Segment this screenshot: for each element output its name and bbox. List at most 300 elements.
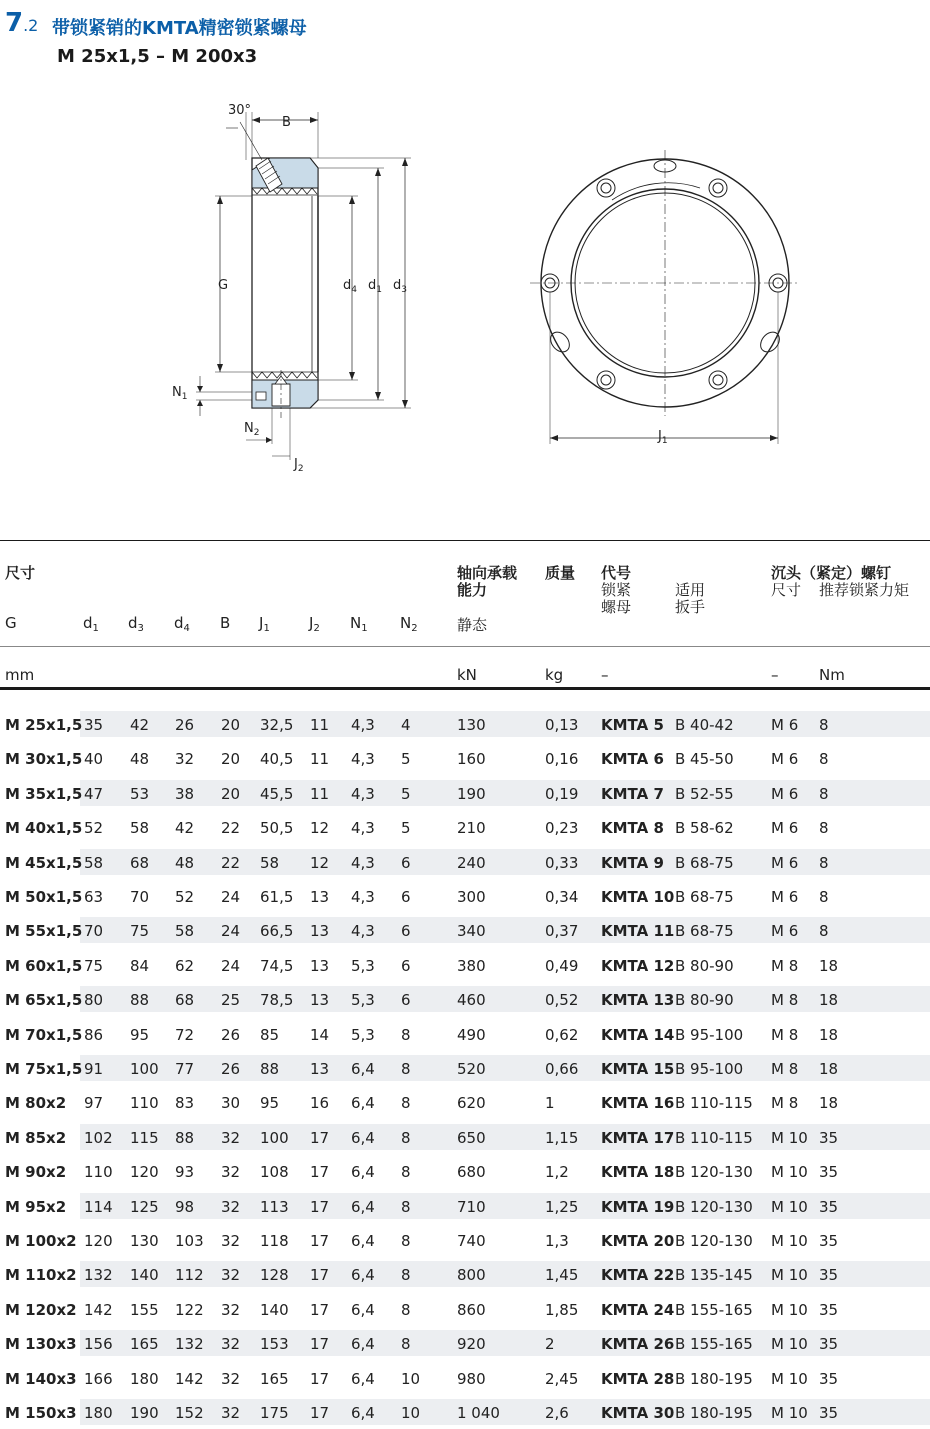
cell-lock-nut: KMTA 6 xyxy=(601,750,664,769)
cell-J2: 11 xyxy=(310,716,330,734)
cell-G: M 40x1,5 xyxy=(5,819,83,838)
cell-screw-size: M 6 xyxy=(771,819,799,838)
cell-screw-size: M 8 xyxy=(771,956,799,975)
cell-mass: 1,45 xyxy=(545,1266,579,1285)
cell-screw-size: M 10 xyxy=(771,1232,808,1250)
cell-screw-size: M 10 xyxy=(771,1300,808,1319)
cell-mass: 2 xyxy=(545,1335,555,1354)
cell-N2: 8 xyxy=(401,1060,411,1078)
cell-d1: 75 xyxy=(84,956,104,975)
cell-J2: 17 xyxy=(310,1128,330,1147)
cell-N1: 4,3 xyxy=(351,750,375,769)
cell-G: M 120x2 xyxy=(5,1300,77,1319)
cell-N1: 6,4 xyxy=(351,1335,375,1354)
cell-N2: 6 xyxy=(401,922,411,941)
cell-B: 24 xyxy=(221,956,241,975)
cell-N1: 5,3 xyxy=(351,956,375,975)
section-number: 7.2 xyxy=(5,8,39,38)
technical-drawing xyxy=(0,80,930,490)
cell-N1: 4,3 xyxy=(351,922,375,941)
cell-N2: 8 xyxy=(401,1025,411,1044)
header-screw: 沉头（紧定）螺钉 xyxy=(771,564,892,582)
cell-d3: 130 xyxy=(130,1232,159,1250)
cell-d4: 122 xyxy=(175,1300,204,1319)
nut-front-view xyxy=(530,150,800,444)
dim-N2-label: $N_2$ xyxy=(244,421,260,438)
cell-load: 620 xyxy=(457,1094,486,1113)
cell-mass: 0,23 xyxy=(545,819,579,838)
cell-lock-nut: KMTA 26 xyxy=(601,1335,675,1354)
cell-mass: 0,33 xyxy=(545,853,579,872)
cell-screw-size: M 10 xyxy=(771,1369,808,1388)
cell-wrench: B 45-50 xyxy=(675,750,734,769)
header-bottom-rule xyxy=(0,687,930,690)
cell-screw-size: M 8 xyxy=(771,1094,799,1113)
cell-B: 32 xyxy=(221,1335,241,1354)
col-J2: $J_2$ xyxy=(309,614,320,634)
cell-d4: 98 xyxy=(175,1197,195,1216)
cell-B: 26 xyxy=(221,1025,241,1044)
cell-lock-nut: KMTA 19 xyxy=(601,1197,675,1216)
cell-mass: 0,34 xyxy=(545,888,579,906)
cell-N2: 10 xyxy=(401,1369,421,1388)
table-row xyxy=(0,1189,930,1223)
cell-B: 22 xyxy=(221,853,241,872)
cell-load: 190 xyxy=(457,784,486,803)
cell-wrench: B 135-145 xyxy=(675,1266,753,1285)
cell-mass: 1,25 xyxy=(545,1197,579,1216)
cell-mass: 1,15 xyxy=(545,1128,579,1147)
col-J1: $J_1$ xyxy=(259,614,270,634)
cell-screw-size: M 10 xyxy=(771,1128,808,1147)
cell-G: M 140x3 xyxy=(5,1369,77,1388)
cell-N1: 6,4 xyxy=(351,1404,375,1422)
cell-screw-size: M 8 xyxy=(771,1025,799,1044)
cell-wrench: B 180-195 xyxy=(675,1369,753,1388)
cell-load: 240 xyxy=(457,853,486,872)
col-G: G xyxy=(5,614,17,632)
cell-N1: 6,4 xyxy=(351,1128,375,1147)
cell-d3: 140 xyxy=(130,1266,159,1285)
cell-mass: 0,52 xyxy=(545,991,579,1010)
cell-wrench: B 110-115 xyxy=(675,1128,753,1147)
cell-d3: 75 xyxy=(130,922,150,941)
header-wrench: 适用 xyxy=(675,581,706,599)
cell-J1: 85 xyxy=(260,1025,280,1044)
cell-N1: 4,3 xyxy=(351,784,375,803)
cell-d3: 70 xyxy=(130,888,150,906)
table-row xyxy=(0,1361,930,1395)
cell-d1: 142 xyxy=(84,1300,113,1319)
cell-load: 920 xyxy=(457,1335,486,1354)
cell-J1: 128 xyxy=(260,1266,289,1285)
cell-J1: 66,5 xyxy=(260,922,294,941)
cell-lock-nut: KMTA 14 xyxy=(601,1025,675,1044)
cell-torque: 35 xyxy=(819,1232,839,1250)
cell-load: 520 xyxy=(457,1060,486,1078)
cell-N2: 6 xyxy=(401,853,411,872)
cell-J2: 12 xyxy=(310,853,330,872)
cell-G: M 50x1,5 xyxy=(5,888,83,906)
cell-J2: 13 xyxy=(310,922,330,941)
cell-N1: 4,3 xyxy=(351,819,375,838)
cell-screw-size: M 10 xyxy=(771,1404,808,1422)
cell-d3: 190 xyxy=(130,1404,159,1422)
cell-load: 160 xyxy=(457,750,486,769)
cell-wrench: B 120-130 xyxy=(675,1232,753,1250)
cell-N2: 4 xyxy=(401,716,411,734)
cell-N2: 8 xyxy=(401,1335,411,1354)
cell-G: M 75x1,5 xyxy=(5,1060,83,1078)
cell-d3: 180 xyxy=(130,1369,159,1388)
cell-mass: 0,62 xyxy=(545,1025,579,1044)
table-row xyxy=(0,1051,930,1085)
cell-B: 26 xyxy=(221,1060,241,1078)
page-header xyxy=(5,8,307,67)
cell-J1: 165 xyxy=(260,1369,289,1388)
cell-torque: 35 xyxy=(819,1300,839,1319)
cell-J2: 14 xyxy=(310,1025,330,1044)
cell-d1: 91 xyxy=(84,1060,104,1078)
cell-J2: 17 xyxy=(310,1163,330,1182)
cell-B: 32 xyxy=(221,1300,241,1319)
unit-mm: mm xyxy=(5,666,35,684)
cell-d1: 180 xyxy=(84,1404,113,1422)
cell-J1: 58 xyxy=(260,853,280,872)
header-screw-size: 尺寸 xyxy=(771,581,802,599)
cell-mass: 0,19 xyxy=(545,784,579,803)
cell-J2: 13 xyxy=(310,956,330,975)
cell-G: M 90x2 xyxy=(5,1163,67,1182)
cell-torque: 18 xyxy=(819,991,839,1010)
cell-J2: 17 xyxy=(310,1369,330,1388)
table-row xyxy=(0,1017,930,1051)
cell-J2: 17 xyxy=(310,1404,330,1422)
cell-torque: 35 xyxy=(819,1369,839,1388)
dim-J2-label: $J_2$ xyxy=(294,457,304,474)
cell-d3: 120 xyxy=(130,1163,159,1182)
cell-J2: 12 xyxy=(310,819,330,838)
cell-G: M 30x1,5 xyxy=(5,750,83,769)
col-static: 静态 xyxy=(457,616,488,634)
table-row xyxy=(0,741,930,775)
cell-N1: 4,3 xyxy=(351,716,375,734)
cell-N1: 5,3 xyxy=(351,991,375,1010)
cell-d3: 53 xyxy=(130,784,150,803)
cell-B: 32 xyxy=(221,1404,241,1422)
col-N1: $N_1$ xyxy=(350,614,368,634)
cell-load: 860 xyxy=(457,1300,486,1319)
cell-d4: 83 xyxy=(175,1094,195,1113)
cell-screw-size: M 6 xyxy=(771,853,799,872)
cell-d3: 125 xyxy=(130,1197,159,1216)
cell-B: 32 xyxy=(221,1163,241,1182)
cell-lock-nut: KMTA 12 xyxy=(601,956,675,975)
col-N2: $N_2$ xyxy=(400,614,418,634)
cell-lock-nut: KMTA 8 xyxy=(601,819,664,838)
cell-mass: 0,13 xyxy=(545,716,579,734)
cell-mass: 0,66 xyxy=(545,1060,579,1078)
cell-d3: 68 xyxy=(130,853,150,872)
table-row xyxy=(0,982,930,1016)
cell-d4: 112 xyxy=(175,1266,204,1285)
cell-G: M 130x3 xyxy=(5,1335,77,1354)
page-subtitle: M 25x1,5 – M 200x3 xyxy=(57,46,258,67)
cell-screw-size: M 6 xyxy=(771,750,799,769)
cell-mass: 0,49 xyxy=(545,956,579,975)
header-axial-load: 轴向承载 xyxy=(457,564,518,582)
cell-load: 680 xyxy=(457,1163,486,1182)
cell-J1: 140 xyxy=(260,1300,289,1319)
cell-B: 32 xyxy=(221,1369,241,1388)
cell-screw-size: M 8 xyxy=(771,1060,799,1078)
cell-J2: 17 xyxy=(310,1197,330,1216)
cell-torque: 35 xyxy=(819,1163,839,1182)
cell-J1: 95 xyxy=(260,1094,280,1113)
cell-d3: 58 xyxy=(130,819,150,838)
cell-N1: 4,3 xyxy=(351,853,375,872)
cell-N2: 8 xyxy=(401,1197,411,1216)
cell-d1: 110 xyxy=(84,1163,113,1182)
cell-J1: 100 xyxy=(260,1128,289,1147)
cell-G: M 65x1,5 xyxy=(5,991,83,1010)
cell-wrench: B 52-55 xyxy=(675,784,734,803)
table-row xyxy=(0,913,930,947)
cell-load: 980 xyxy=(457,1369,486,1388)
cell-J2: 17 xyxy=(310,1300,330,1319)
cell-mass: 1 xyxy=(545,1094,555,1113)
header-lock-nut-2: 螺母 xyxy=(601,598,632,616)
cell-G: M 95x2 xyxy=(5,1197,67,1216)
cell-load: 490 xyxy=(457,1025,486,1044)
cell-J1: 61,5 xyxy=(260,888,294,906)
cell-N1: 6,4 xyxy=(351,1300,375,1319)
cell-torque: 8 xyxy=(819,888,829,906)
cell-J1: 74,5 xyxy=(260,956,294,975)
cell-G: M 80x2 xyxy=(5,1094,67,1113)
angle-label: 30° xyxy=(228,103,252,118)
table-row xyxy=(0,707,930,741)
cell-lock-nut: KMTA 9 xyxy=(601,853,664,872)
cell-torque: 35 xyxy=(819,1128,839,1147)
cell-N1: 6,4 xyxy=(351,1094,375,1113)
row-stripe xyxy=(80,849,930,875)
cell-lock-nut: KMTA 20 xyxy=(601,1232,675,1250)
cell-screw-size: M 10 xyxy=(771,1163,808,1182)
cell-wrench: B 180-195 xyxy=(675,1404,753,1422)
cell-wrench: B 40-42 xyxy=(675,716,734,734)
table-row xyxy=(0,1223,930,1257)
table-row xyxy=(0,879,930,913)
cell-torque: 18 xyxy=(819,1025,839,1044)
cell-d4: 93 xyxy=(175,1163,195,1182)
cell-G: M 150x3 xyxy=(5,1404,77,1422)
cell-load: 1 040 xyxy=(457,1404,500,1422)
cell-load: 340 xyxy=(457,922,486,941)
cell-wrench: B 95-100 xyxy=(675,1025,744,1044)
cell-d4: 72 xyxy=(175,1025,195,1044)
dim-d3-label: $d_3$ xyxy=(393,278,407,295)
cell-load: 650 xyxy=(457,1128,486,1147)
cell-screw-size: M 6 xyxy=(771,888,799,906)
cell-G: M 55x1,5 xyxy=(5,922,83,941)
cell-d4: 103 xyxy=(175,1232,204,1250)
row-stripe xyxy=(80,986,930,1012)
cell-d4: 26 xyxy=(175,716,195,734)
cell-screw-size: M 6 xyxy=(771,922,799,941)
header-axial-load-2: 能力 xyxy=(457,581,488,599)
cell-d1: 120 xyxy=(84,1232,113,1250)
cell-J1: 108 xyxy=(260,1163,289,1182)
table-row xyxy=(0,1154,930,1188)
cell-d1: 156 xyxy=(84,1335,113,1354)
cell-wrench: B 68-75 xyxy=(675,853,734,872)
cell-J2: 11 xyxy=(310,784,330,803)
cell-d4: 52 xyxy=(175,888,195,906)
cell-d4: 68 xyxy=(175,991,195,1010)
cell-lock-nut: KMTA 16 xyxy=(601,1094,675,1113)
cell-J1: 32,5 xyxy=(260,716,294,734)
cell-B: 32 xyxy=(221,1232,241,1250)
cell-N2: 5 xyxy=(401,819,411,838)
cell-torque: 18 xyxy=(819,1060,839,1078)
cell-N2: 8 xyxy=(401,1163,411,1182)
cell-d3: 84 xyxy=(130,956,150,975)
cell-N2: 8 xyxy=(401,1300,411,1319)
cell-screw-size: M 10 xyxy=(771,1335,808,1354)
cell-lock-nut: KMTA 24 xyxy=(601,1300,675,1319)
col-B: B xyxy=(220,614,231,632)
cell-d3: 100 xyxy=(130,1060,159,1078)
cell-wrench: B 58-62 xyxy=(675,819,734,838)
cell-load: 710 xyxy=(457,1197,486,1216)
cell-G: M 35x1,5 xyxy=(5,784,83,803)
cell-N1: 6,4 xyxy=(351,1060,375,1078)
header-wrench-2: 扳手 xyxy=(675,598,706,616)
cell-screw-size: M 6 xyxy=(771,716,799,734)
cell-N1: 4,3 xyxy=(351,888,375,906)
dim-d4-label: $d_4$ xyxy=(343,278,357,295)
cell-lock-nut: KMTA 13 xyxy=(601,991,675,1010)
cell-B: 20 xyxy=(221,784,241,803)
cell-d4: 38 xyxy=(175,784,195,803)
cell-screw-size: M 8 xyxy=(771,991,799,1010)
table-row xyxy=(0,810,930,844)
cell-d1: 86 xyxy=(84,1025,104,1044)
cell-J1: 45,5 xyxy=(260,784,294,803)
cell-torque: 8 xyxy=(819,716,829,734)
unit-dash-2: – xyxy=(771,666,779,684)
cell-d4: 32 xyxy=(175,750,195,769)
cell-torque: 8 xyxy=(819,750,829,769)
dim-B-label: B xyxy=(282,115,291,130)
cell-d4: 77 xyxy=(175,1060,195,1078)
header-screw-torque: 推荐锁紧力矩 xyxy=(819,581,910,599)
cell-load: 460 xyxy=(457,991,486,1010)
cell-d4: 42 xyxy=(175,819,195,838)
cell-N1: 6,4 xyxy=(351,1266,375,1285)
cell-J2: 13 xyxy=(310,888,330,906)
cell-torque: 35 xyxy=(819,1335,839,1354)
cell-B: 20 xyxy=(221,716,241,734)
cell-torque: 35 xyxy=(819,1197,839,1216)
cell-N1: 6,4 xyxy=(351,1369,375,1388)
cell-wrench: B 110-115 xyxy=(675,1094,753,1113)
cell-J1: 78,5 xyxy=(260,991,294,1010)
cell-G: M 100x2 xyxy=(5,1232,77,1250)
cell-mass: 0,37 xyxy=(545,922,579,941)
cell-d1: 40 xyxy=(84,750,104,769)
cell-N2: 6 xyxy=(401,991,411,1010)
cell-N2: 8 xyxy=(401,1094,411,1113)
dim-J1-label: $J_1$ xyxy=(658,429,668,446)
cell-d3: 42 xyxy=(130,716,150,734)
cell-B: 24 xyxy=(221,922,241,941)
cell-d3: 165 xyxy=(130,1335,159,1354)
cell-d1: 132 xyxy=(84,1266,113,1285)
cell-d1: 52 xyxy=(84,819,104,838)
cell-lock-nut: KMTA 7 xyxy=(601,784,664,803)
cell-load: 800 xyxy=(457,1266,486,1285)
cell-lock-nut: KMTA 22 xyxy=(601,1266,675,1285)
table-row xyxy=(0,1326,930,1360)
cell-torque: 18 xyxy=(819,1094,839,1113)
cell-G: M 45x1,5 xyxy=(5,853,83,872)
header-size: 尺寸 xyxy=(5,564,36,582)
cell-d1: 80 xyxy=(84,991,104,1010)
table-row xyxy=(0,1120,930,1154)
cell-N2: 8 xyxy=(401,1266,411,1285)
cell-d1: 102 xyxy=(84,1128,113,1147)
cell-wrench: B 80-90 xyxy=(675,956,734,975)
cell-J2: 13 xyxy=(310,991,330,1010)
cell-d1: 63 xyxy=(84,888,104,906)
table-row xyxy=(0,1395,930,1429)
cell-mass: 2,45 xyxy=(545,1369,579,1388)
cell-d4: 132 xyxy=(175,1335,204,1354)
cell-J1: 153 xyxy=(260,1335,289,1354)
cell-G: M 85x2 xyxy=(5,1128,67,1147)
cell-N2: 6 xyxy=(401,956,411,975)
dim-G-label: G xyxy=(218,278,229,293)
cell-d4: 152 xyxy=(175,1404,204,1422)
cell-screw-size: M 10 xyxy=(771,1197,808,1216)
cell-lock-nut: KMTA 17 xyxy=(601,1128,675,1147)
cell-J1: 88 xyxy=(260,1060,280,1078)
cell-torque: 8 xyxy=(819,819,829,838)
cell-d3: 95 xyxy=(130,1025,150,1044)
cell-J2: 16 xyxy=(310,1094,330,1113)
cell-J2: 13 xyxy=(310,1060,330,1078)
cell-d3: 48 xyxy=(130,750,150,769)
cell-wrench: B 155-165 xyxy=(675,1335,753,1354)
cell-G: M 60x1,5 xyxy=(5,956,83,975)
cell-d4: 142 xyxy=(175,1369,204,1388)
cell-N1: 6,4 xyxy=(351,1232,375,1250)
cell-J1: 40,5 xyxy=(260,750,294,769)
cell-d3: 115 xyxy=(130,1128,159,1147)
cell-N2: 8 xyxy=(401,1128,411,1147)
unit-dash-1: – xyxy=(601,666,609,684)
cell-lock-nut: KMTA 18 xyxy=(601,1163,675,1182)
cell-J2: 17 xyxy=(310,1335,330,1354)
cell-d1: 166 xyxy=(84,1369,113,1388)
cell-B: 32 xyxy=(221,1266,241,1285)
cell-load: 740 xyxy=(457,1232,486,1250)
cell-J1: 175 xyxy=(260,1404,289,1422)
cell-d3: 88 xyxy=(130,991,150,1010)
unit-kN: kN xyxy=(457,666,477,684)
